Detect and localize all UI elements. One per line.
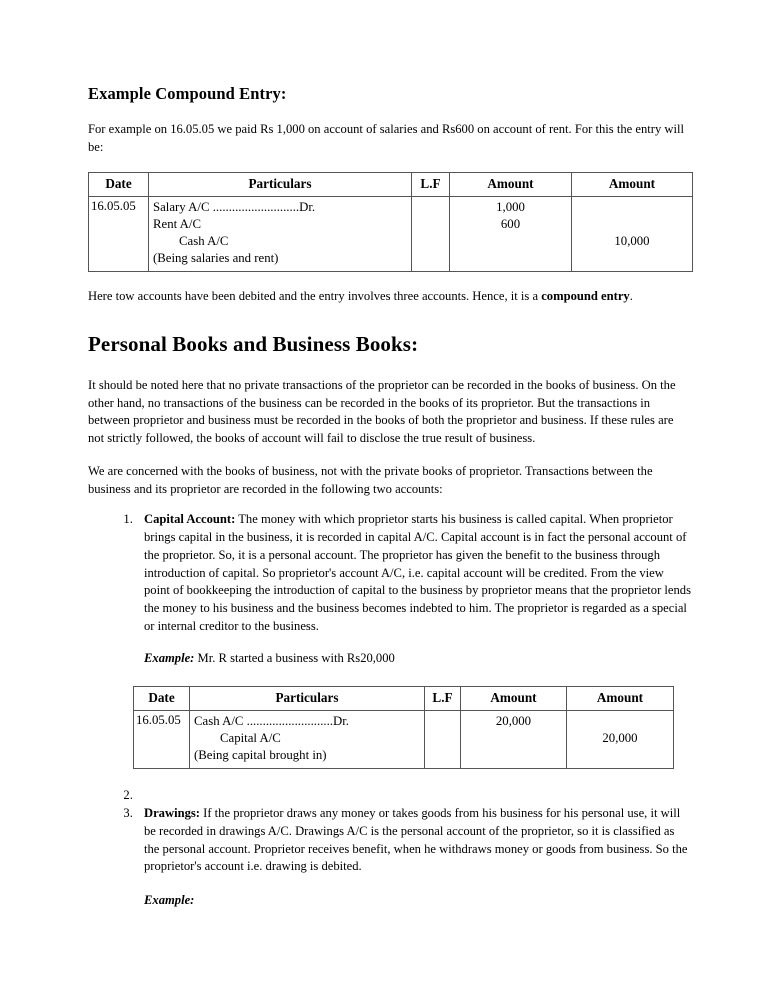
after-table-note-text-after: . (629, 288, 633, 303)
example-label: Example: (144, 651, 195, 666)
particular-line: Cash A/C (179, 233, 229, 248)
cell-amount-debit (450, 196, 572, 271)
paragraph-two-accounts: We are concerned with the books of business, not with the private books of proprietor. Transactions between the business and its proprietor are recorded in the following two accounts: (88, 464, 653, 497)
list-item-body (144, 511, 692, 636)
column-header-lf: L.F (425, 686, 461, 710)
amount-line: 20,000 (602, 730, 638, 745)
list-item-capital-account (136, 511, 692, 636)
list-item-term: Capital Account: (144, 511, 236, 526)
particular-line: Salary A/C ...........................Dr. (153, 199, 316, 214)
after-table-note (88, 288, 692, 306)
example-text: Mr. R started a business with Rs20,000 (194, 651, 395, 666)
particular-line: (Being capital brought in) (194, 747, 327, 762)
column-header-date: Date (134, 686, 190, 710)
example-capital-account (144, 650, 692, 668)
column-header-particulars: Particulars (149, 172, 412, 196)
amount-line: 600 (500, 216, 521, 231)
example-drawings (144, 892, 692, 910)
particular-line: Rent A/C (153, 216, 201, 231)
column-header-particulars: Particulars (190, 686, 425, 710)
after-table-note-text-before: Here tow accounts have been debited and the entry involves three accounts. Hence, it is a (88, 288, 542, 303)
cell-date: 16.05.05 (134, 710, 190, 768)
heading-personal-books-business-books: Personal Books and Business Books: (88, 331, 419, 356)
cell-lf (412, 196, 450, 271)
amount-line: 10,000 (614, 233, 650, 248)
column-header-amount-credit: Amount (567, 686, 674, 710)
list-item-text: If the proprietor draws any money or takes goods from his business for his personal use, it will be recorded in drawings A/C. Drawings A/C is the personal account of the proprietor, so it is classified as the personal account. Proprietor receives benefit, when he withdraws money or goods from business. So the proprietor's account i.e. drawing is debited. (144, 805, 688, 874)
table-header-row (134, 686, 674, 710)
list-item-body (144, 805, 692, 877)
column-header-lf: L.F (412, 172, 450, 196)
amount-line: 1,000 (496, 199, 525, 214)
column-header-date: Date (89, 172, 149, 196)
after-table-note-bold-term: compound entry (541, 288, 630, 303)
table-header-row (89, 172, 693, 196)
accounts-list-part-two (88, 787, 692, 876)
column-header-amount-debit: Amount (450, 172, 572, 196)
cell-particulars (190, 710, 425, 768)
column-header-amount-debit: Amount (461, 686, 567, 710)
table-row (89, 196, 693, 271)
cell-amount-credit (567, 710, 674, 768)
heading-example-compound-entry: Example Compound Entry: (88, 84, 287, 103)
list-item-term: Drawings: (144, 805, 200, 820)
cell-date: 16.05.05 (89, 196, 149, 271)
list-item-drawings (136, 805, 692, 877)
cell-amount-credit (572, 196, 693, 271)
cell-particulars (149, 196, 412, 271)
list-item-text: The money with which proprietor starts his business is called capital. When proprietor brings capital in the business, it is recorded in capital A/C. Capital account is in fact the personal account of the proprietor. So, it is a personal account. The proprietor has given the benefit to the business through introduction of capital. So proprietor's account A/C, i.e. capital account will be credited. From the view point of bookkeeping the introduction of capital to the business by proprietor means that the proprietor lends the money to his business and the business becomes indebted to him. The proprietor is regarded as a special or internal creditor to the business. (144, 511, 692, 634)
intro-paragraph: For example on 16.05.05 we paid Rs 1,000 on account of salaries and Rs600 on account of rent. For this the entry will be: (88, 122, 684, 154)
amount-line: 20,000 (495, 713, 532, 728)
particular-line: Capital A/C (220, 730, 281, 745)
accounts-list-part-one (88, 511, 692, 636)
cell-amount-debit (461, 710, 567, 768)
particular-line: Cash A/C ...........................Dr. (194, 713, 349, 728)
journal-table-compound-entry (88, 172, 693, 272)
cell-lf (425, 710, 461, 768)
example-label: Example: (144, 893, 195, 908)
table-row (134, 710, 674, 768)
document-content (88, 84, 692, 910)
column-header-amount-credit: Amount (572, 172, 693, 196)
journal-table-capital-entry (133, 686, 674, 769)
paragraph-books-rules: It should be noted here that no private transactions of the proprietor can be recorded in the books of business. On the other hand, no transactions of the business can be recorded in the books of its proprietor. But the transactions in between proprietor and business must be recorded in the books of both the proprietor and business. If these rules are not strictly followed, the books of account will fail to disclose the true result of business. (88, 377, 676, 446)
list-item-empty (136, 787, 692, 805)
particular-line: (Being salaries and rent) (153, 250, 279, 265)
